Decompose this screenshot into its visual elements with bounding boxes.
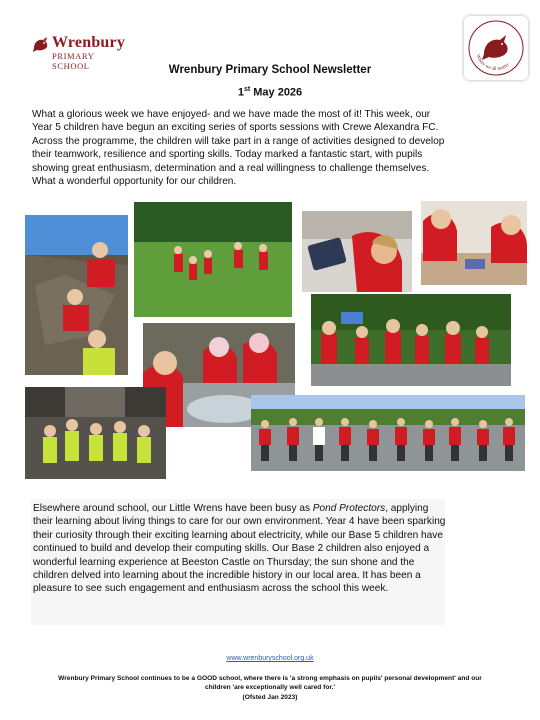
intro-paragraph: What a glorious week we have enjoyed- and we have made the most of it! This week, our Year 5 children have begun an exciting series of sports sessions with Crewe Alexandra FC. Across the programme, the children will take part in a range of activities designed to develop their teamwork, resilience and sporting skills. Today marked a fantastic start, with pupils showing great enthusiasm, determination and a real willingness to challenge themselves. What a wonderful opportunity for our children. <box>32 109 445 188</box>
school-logo <box>32 34 132 71</box>
school-news-paragraph: Elsewhere around school, our Little Wrens have been busy as Pond Protectors, applying their learning about living things to care for our own environment. Year 4 have been sparking their curiosity through their exciting learning about electricity, while our Base 5 children have continued to build and develop their computing skills. Our Base 2 children also enjoyed a wonderful learning experience at Beeston Castle on Thursday; the sun shone and the children delved into learning about the incredible history in our local area. It has been a pleasure to see such engagement and enthusiasm across the school this week. <box>33 503 446 595</box>
photo-electricity-circuit <box>311 294 511 386</box>
newsletter-title: Wrenbury Primary School Newsletter <box>168 64 372 76</box>
photo-climbing-wall <box>25 215 128 375</box>
logo-name: Wrenbury <box>52 34 126 51</box>
ofsted-footer: Wrenbury Primary School continues to be a GOOD school, where there is 'a strong emphasis on pupils' personal development' and our children 'are exceptionally well cared for.' (Ofsted Jan 2023) <box>58 675 482 701</box>
photo-sports-line <box>251 395 525 471</box>
photo-classroom-experiment <box>421 201 527 285</box>
photo-football-field <box>134 202 292 317</box>
badge-motto: Where we all matter <box>474 53 511 73</box>
photo-computing-tablet <box>302 211 412 292</box>
pond-protectors-emphasis: Pond Protectors <box>312 503 386 514</box>
logo-subtitle: PRIMARY SCHOOL <box>52 51 95 71</box>
wren-bird-icon <box>32 36 50 54</box>
newsletter-date: 1st May 2026 <box>237 86 303 99</box>
school-website-link[interactable]: www.wrenburyschool.org.uk <box>226 655 314 662</box>
photo-beeston-castle <box>25 387 166 479</box>
